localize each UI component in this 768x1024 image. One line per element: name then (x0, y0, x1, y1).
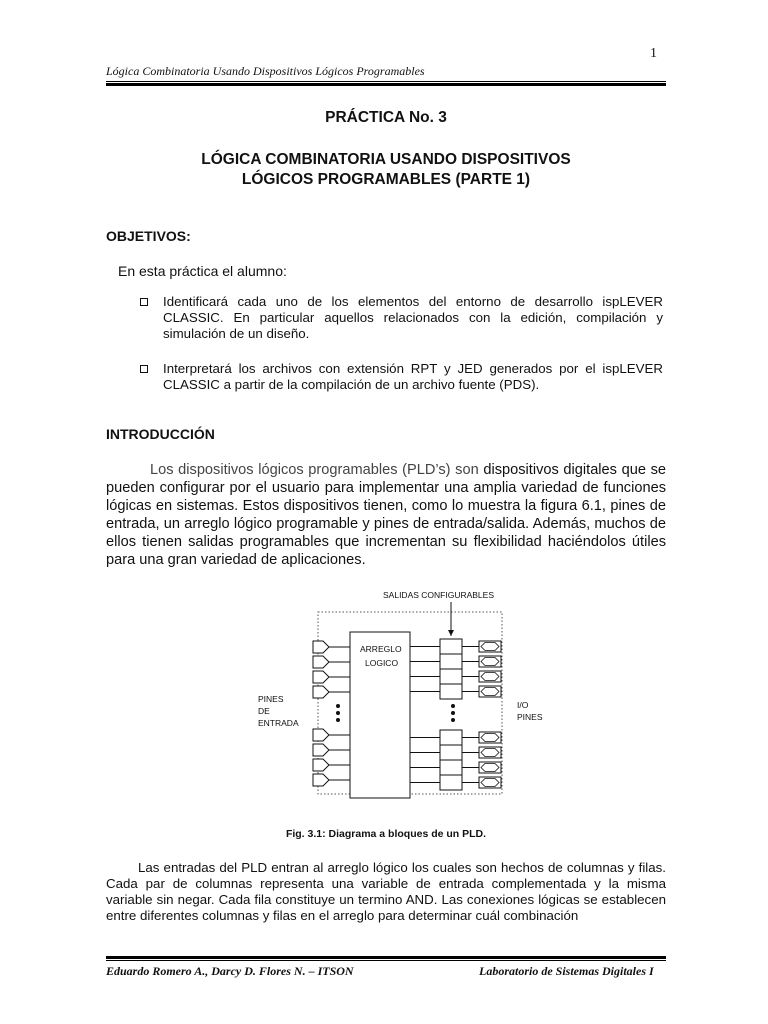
input-buffers (313, 641, 350, 786)
input-buffer (313, 686, 329, 698)
footer-rule-thin (106, 960, 666, 961)
intro-paragraph-1-start: Los dispositivos lógicos programables (PLD’s) son (150, 462, 479, 478)
footer-authors: Eduardo Romero A., Darcy D. Flores N. – ITSON (106, 964, 354, 978)
bullet-square-icon (140, 365, 148, 373)
logic-array-block (350, 632, 410, 798)
footer-lab: Laboratorio de Sistemas Digitales I (479, 964, 654, 978)
footer-rule-thick (106, 956, 666, 959)
outputs-pointer-arrow (448, 630, 454, 636)
ellipsis-dots-right (451, 704, 455, 722)
introduction-heading: INTRODUCCIÓN (106, 426, 215, 442)
input-buffer (313, 774, 329, 786)
input-buffer (313, 729, 329, 741)
intro-paragraph-1-rest: dispositivos digitales que se pueden configurar por el usuario para implementar una amplia variedad de funciones lógicas en sistemas. Estos dispositivos tienen, como lo muestra la figura 6.1, pines de entrada, un arreglo lógico programable y pines de entrada/salida. Además, muchos de ellos tienen salidas programables que incrementan su flexibilidad haciéndolos útiles para una gran variedad de aplicaciones. (106, 462, 666, 568)
output-macrocells (410, 639, 501, 790)
pld-block-diagram (250, 584, 560, 824)
label-array-2: LOGICO (365, 658, 399, 668)
objectives-heading: OBJETIVOS: (106, 228, 191, 244)
header-rule-thick (106, 83, 666, 86)
label-io-1: I/O (517, 700, 529, 710)
practice-number: PRÁCTICA No. 3 (325, 109, 447, 126)
label-inputs-1: PINES (258, 694, 284, 704)
intro-paragraph-1 (106, 461, 666, 569)
input-buffer (313, 641, 329, 653)
bullet-square-icon (140, 298, 148, 306)
practice-title-line1: LÓGICA COMBINATORIA USANDO DISPOSITIVOS (201, 151, 571, 168)
practice-title-line2: LÓGICOS PROGRAMABLES (PARTE 1) (241, 171, 531, 188)
ellipsis-dots-left (336, 704, 340, 722)
input-buffer (313, 759, 329, 771)
label-io-2: PINES (517, 712, 543, 722)
label-inputs-2: DE (258, 706, 270, 716)
label-inputs-3: ENTRADA (258, 718, 299, 728)
input-buffer (313, 656, 329, 668)
running-header: Lógica Combinatoria Usando Dispositivos Lógicos Programables (106, 64, 425, 78)
label-array-1: ARREGLO (360, 644, 402, 654)
objectives-intro: En esta práctica el alumno: (118, 263, 287, 279)
figure-caption: Fig. 3.1: Diagrama a bloques de un PLD. (285, 828, 487, 840)
objective-item-2: Interpretará los archivos con extensión RPT y JED generados por el ispLEVER CLASSIC a partir de la compilación de un archivo fuente (PDS). (163, 361, 663, 392)
input-buffer (313, 744, 329, 756)
input-buffer (313, 671, 329, 683)
label-outputs: SALIDAS CONFIGURABLES (383, 590, 495, 600)
page-number: 1 (650, 46, 657, 61)
intro-paragraph-2: Las entradas del PLD entran al arreglo lógico los cuales son hechos de columnas y filas. Cada par de columnas representa una variable de entrada complementada y la misma variable sin negar. Cada fila constituye un termino AND. Las conexiones lógicas se establecen entre diferentes columnas y filas en el arreglo para determinar cuál combinación (106, 860, 666, 923)
objective-item-1: Identificará cada uno de los elementos del entorno de desarrollo ispLEVER CLASSIC. En particular aquellos relacionados con la edición, compilación y simulación de un diseño. (163, 294, 663, 341)
header-rule-thin (106, 81, 666, 82)
